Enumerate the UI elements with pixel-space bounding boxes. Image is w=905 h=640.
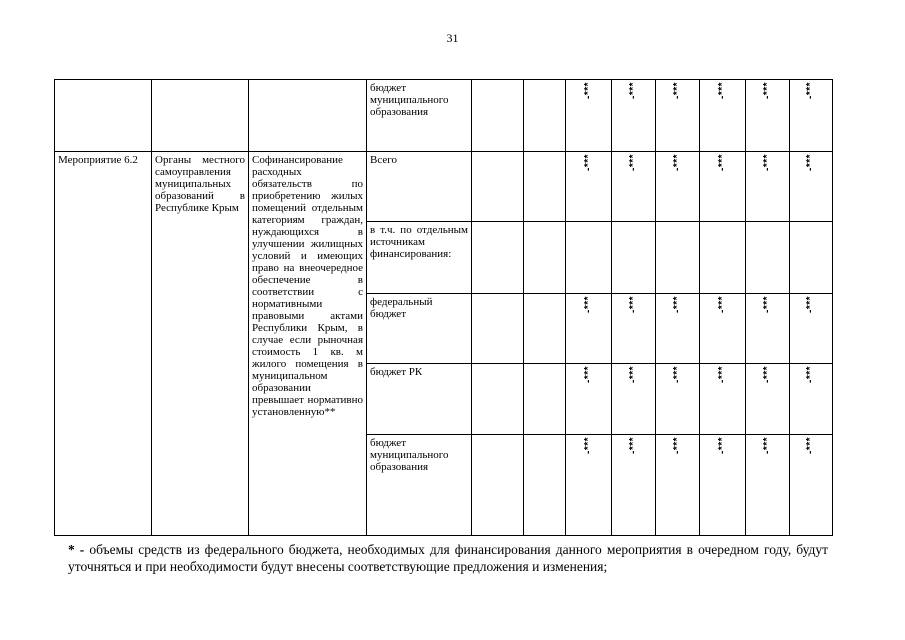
value-cell	[790, 152, 833, 222]
empty-cell	[472, 294, 524, 364]
source-cell: федеральный бюджет	[367, 294, 472, 364]
value-cell	[566, 294, 612, 364]
value-text: -***	[761, 366, 773, 384]
value-cell	[700, 222, 746, 294]
value-cell	[612, 222, 656, 294]
value-cell	[612, 152, 656, 222]
value-text: -***	[761, 296, 773, 314]
empty-cell	[524, 364, 566, 435]
source-cell: бюджет РК	[367, 364, 472, 435]
value-cell	[566, 80, 612, 152]
source-cell: в т.ч. по отдельным источникам финансирования:	[367, 222, 472, 294]
footnote-marker: * -	[68, 542, 85, 557]
executor-cell: Органы местного самоуправления муниципальных образований в Республике Крым	[152, 152, 249, 536]
value-text: -***	[582, 437, 594, 455]
footnote	[68, 541, 828, 575]
value-cell	[612, 294, 656, 364]
value-cell	[612, 364, 656, 435]
value-text: -***	[671, 82, 683, 100]
value-text: -***	[627, 296, 639, 314]
value-cell	[656, 435, 700, 536]
empty-cell	[472, 364, 524, 435]
value-cell	[700, 80, 746, 152]
footnote-text: объемы средств из федерального бюджета, необходимых для финансирования данного мероприятия в очередном году, будут уточняться и при необходимости будут внесены соответствующие предложения и изменения;	[68, 542, 829, 574]
value-text: -***	[671, 437, 683, 455]
value-cell	[656, 364, 700, 435]
value-text: -***	[805, 82, 816, 100]
value-cell	[656, 152, 700, 222]
empty-cell	[524, 152, 566, 222]
value-text: -***	[805, 366, 816, 384]
value-cell	[746, 222, 790, 294]
value-text: -***	[716, 82, 728, 100]
value-cell	[700, 294, 746, 364]
value-cell	[700, 435, 746, 536]
source-cell: бюджет муниципального образования	[367, 80, 472, 152]
value-cell	[746, 364, 790, 435]
value-cell	[612, 435, 656, 536]
value-cell	[746, 152, 790, 222]
value-text: -***	[805, 296, 816, 314]
value-text: -***	[627, 437, 639, 455]
value-cell	[790, 435, 833, 536]
value-cell	[566, 152, 612, 222]
value-cell	[700, 364, 746, 435]
value-cell	[790, 364, 833, 435]
value-cell	[790, 222, 833, 294]
value-text: -***	[761, 82, 773, 100]
source-cell: бюджет муниципального образования	[367, 435, 472, 536]
value-cell	[566, 222, 612, 294]
value-text: -***	[671, 154, 683, 172]
value-text: -***	[582, 366, 594, 384]
value-text: -***	[761, 154, 773, 172]
value-cell	[656, 80, 700, 152]
value-text: -***	[582, 296, 594, 314]
value-cell	[612, 80, 656, 152]
empty-cell	[472, 435, 524, 536]
description-cell: Софинансирование расходных обязательств по приобретению жилых помещений отдельным категориям граждан, нуждающихся в улучшении жилищных условий и имеющих право на внеочередное обеспечение в соответствии с нормативными правовыми актами Республики Крым, в случае если рыночная стоимость 1 кв. м жилого помещения в муниципальном образовании превышает нормативно установленную**	[249, 152, 367, 536]
empty-cell	[524, 294, 566, 364]
value-cell	[746, 80, 790, 152]
value-cell	[790, 294, 833, 364]
empty-cell	[524, 80, 566, 152]
value-text: -***	[627, 366, 639, 384]
value-text: -***	[627, 154, 639, 172]
empty-cell	[472, 152, 524, 222]
empty-cell	[524, 222, 566, 294]
empty-cell	[152, 80, 249, 152]
value-text: -***	[805, 154, 816, 172]
financing-table	[54, 79, 833, 536]
table-row	[55, 80, 833, 152]
empty-cell	[55, 80, 152, 152]
value-cell	[746, 294, 790, 364]
value-cell	[790, 80, 833, 152]
value-text: -***	[671, 296, 683, 314]
table-row	[55, 152, 833, 222]
value-text: -***	[716, 154, 728, 172]
value-text: -***	[627, 82, 639, 100]
value-text: -***	[582, 154, 594, 172]
value-text: -***	[582, 82, 594, 100]
empty-cell	[472, 222, 524, 294]
value-cell	[700, 152, 746, 222]
value-text: -***	[716, 437, 728, 455]
source-cell: Всего	[367, 152, 472, 222]
value-text: -***	[805, 437, 816, 455]
value-text: -***	[716, 296, 728, 314]
empty-cell	[472, 80, 524, 152]
value-cell	[566, 435, 612, 536]
value-text: -***	[716, 366, 728, 384]
empty-cell	[524, 435, 566, 536]
value-cell	[566, 364, 612, 435]
value-cell	[656, 222, 700, 294]
value-text: -***	[671, 366, 683, 384]
value-cell	[656, 294, 700, 364]
measure-name-cell: Мероприятие 6.2	[55, 152, 152, 536]
value-text: -***	[761, 437, 773, 455]
value-cell	[746, 435, 790, 536]
page-number: 31	[446, 31, 459, 45]
empty-cell	[249, 80, 367, 152]
